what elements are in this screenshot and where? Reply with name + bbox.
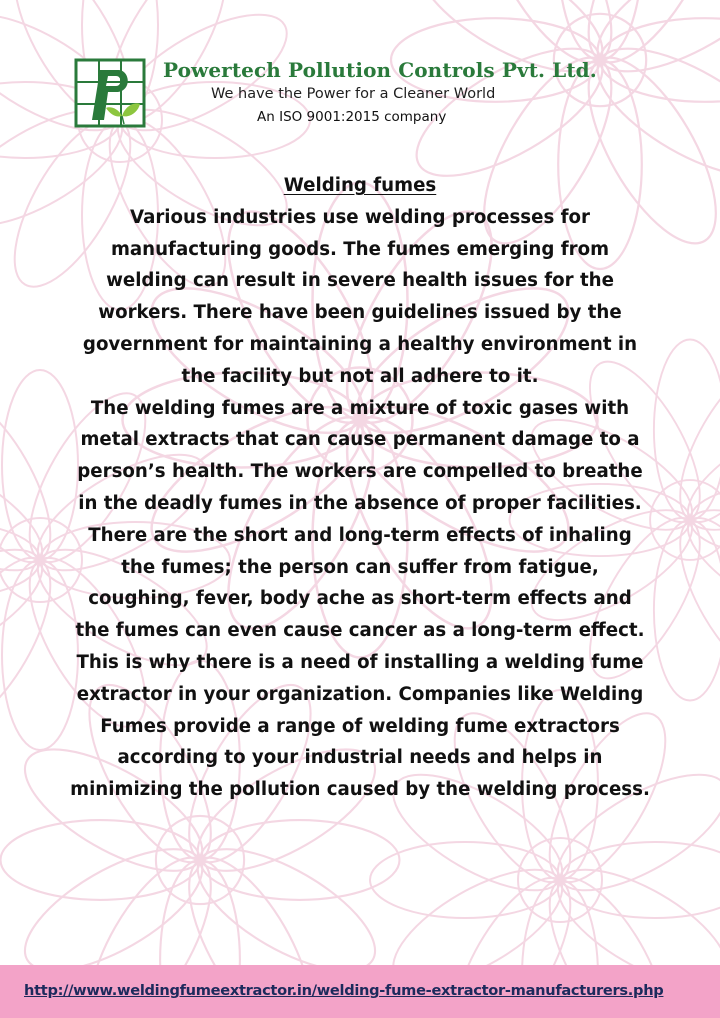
company-header: [74, 56, 634, 136]
footer-url-link[interactable]: http://www.weldingfumeextractor.in/welding-fume-extractor-manufacturers.php: [24, 982, 664, 999]
powertech-logo-icon: [74, 58, 146, 128]
article-heading: Welding fumes: [283, 175, 437, 196]
company-name: Powertech Pollution Controls Pvt. Ltd.: [163, 58, 597, 82]
footer-bar: [0, 965, 720, 1018]
iso-certification: An ISO 9001:2015 company: [257, 109, 447, 125]
company-tagline: We have the Power for a Cleaner World: [211, 86, 496, 102]
article-body: [70, 170, 650, 806]
article-paragraph-1: Various industries use welding processes for manufacturing goods. The fumes emerging from welding can result in severe health issues for the workers. There have been guidelines issued by the government for maintaining a healthy environment in the facility but not all adhere to it.: [82, 206, 638, 387]
article-paragraph-2: The welding fumes are a mixture of toxic gases with metal extracts that can cause permanent damage to a person’s health. The workers are compelled to breathe in the deadly fumes in the absence of proper facilities. There are the short and long-term effects of inhaling the fumes; the person can suffer from fatigue, coughing, fever, body ache as short-term effects and the fumes can even cause cancer as a long-term effect. This is why there is a need of installing a welding fume extractor in your organization. Companies like Welding Fumes provide a range of welding fume extractors according to your industrial needs and helps in minimizing the pollution caused by the welding process.: [70, 397, 650, 801]
